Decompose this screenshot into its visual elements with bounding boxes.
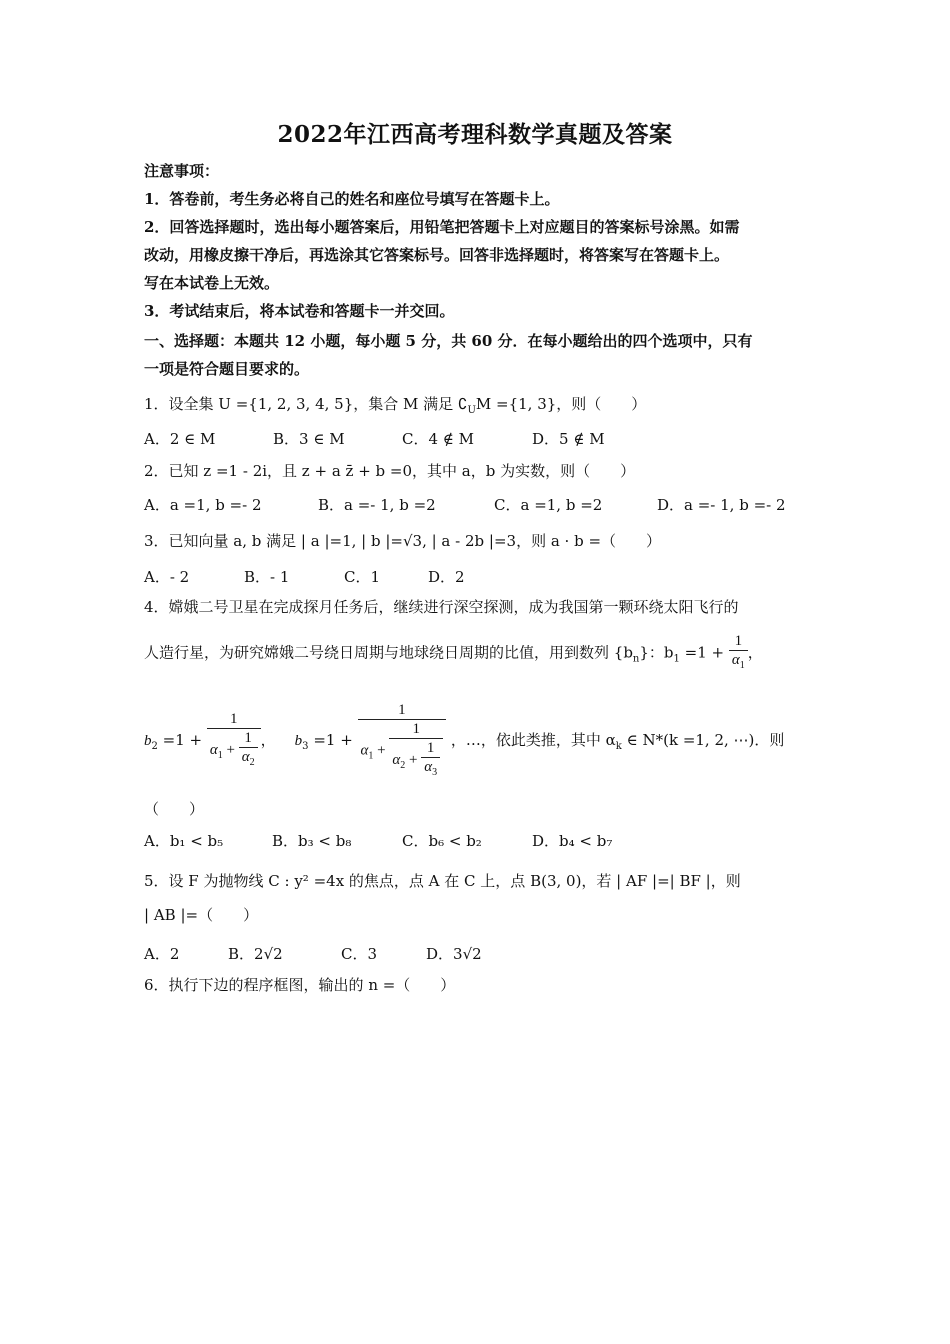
question-5-option-d: D．3√2 [426,945,482,963]
notice-item-3: 3．考试结束后，将本试卷和答题卡一并交回。 [144,302,455,320]
question-5-option-c: C．3 [341,945,378,963]
question-5-line2: | AB |=（ ） [144,906,259,924]
question-1-option-a: A．2 ∈ M [144,430,216,448]
notice-item-2b: 改动，用橡皮擦干净后，再选涂其它答案标号。回答非选择题时，将答案写在答题卡上。 [144,246,730,264]
question-1-option-b: B．3 ∈ M [273,430,345,448]
notice-item-1: 1．答卷前，考生务必将自己的姓名和座位号填写在答题卡上。 [144,190,560,208]
question-4-option-b: B．b₃ < b₈ [272,832,352,850]
question-3-option-d: D．2 [428,568,465,586]
question-4-option-c: C．b₆ < b₂ [402,832,482,850]
question-4-line2: 人造行星，为研究嫦娥二号绕日周期与地球绕日周期的比值，用到数列 $\{b_n\}$：$b_1 =1$ + $\frac{1}{\alpha_1}$ ， [144,632,763,682]
question-3-stem: 3．已知向量 a, b 满足 | a |=1, | b |=√3, | a - 2b |=3，则 a · b =（ ） [144,532,662,550]
b2-inner-fraction: $\frac{1}{\alpha_2}$ [239,729,258,772]
question-2-option-d: D．a =- 1, b =- 2 [657,496,786,514]
question-5-line1: 5．设 F 为抛物线 C : y² =4x 的焦点，点 A 在 C 上，点 B(3, 0)，若 | AF |=| BF |，则 [144,872,741,890]
question-4-line3: $b_2 =1$ + 1 $\alpha_1$ + $\frac{1}{\alpha_2}$ ， $b_3 =1$ + 1 $\alpha_1$ + 1 $\alpha_2$ + $\frac{1}{\alpha_3}$ ，…，依此类推，其中 $\alpha_k$ ∈ N*(k =1, 2, ⋯)．则 [144,700,784,780]
question-3-option-a: A．- 2 [144,568,190,586]
section-heading-line2: 一项是符合题目要求的。 [144,360,310,378]
page-title: 2022年江西高考理科数学真题及答案 [277,121,673,148]
question-2-option-c: C．a =1, b =2 [494,496,603,514]
question-4-answer-paren: （ ） [144,800,205,818]
notice-item-2c: 写在本试卷上无效。 [144,274,280,292]
question-4-option-a: A．b₁ < b₅ [144,832,224,850]
question-3-option-b: B．- 1 [244,568,290,586]
question-5-option-b: B．2√2 [228,945,283,963]
question-1-option-d: D．5 ∉ M [532,430,605,448]
question-1-stem: 1．设全集 U ={1, 2, 3, 4, 5}，集合 M 满足 $∁_UM =\{1$, 3}，则（ ） [144,395,647,416]
b3-fraction: 1 $\alpha_1$ + 1 $\alpha_2$ + $\frac{1}{\alpha_3}$ [358,701,447,782]
notice-heading: 注意事项： [144,162,220,180]
question-6-stem: 6．执行下边的程序框图，输出的 n =（ ） [144,976,456,994]
b2-fraction: 1 $\alpha_1$ + $\frac{1}{\alpha_2}$ [207,710,261,772]
question-1-option-c: C．4 ∉ M [402,430,475,448]
question-2-stem: 2．已知 z =1 - 2i，且 z + a z̄ + b =0，其中 a，b 为实数，则（ ） [144,462,636,480]
question-4-line1: 4．嫦娥二号卫星在完成探月任务后，继续进行深空探测，成为我国第一颗环绕太阳飞行的 [144,598,739,616]
question-4-option-d: D．b₄ < b₇ [532,832,613,850]
question-3-option-c: C．1 [344,568,381,586]
b3-innermost-fraction: $\frac{1}{\alpha_3}$ [421,739,440,782]
question-5-option-a: A．2 [144,945,180,963]
b3-inner-fraction: 1 $\alpha_2$ + $\frac{1}{\alpha_3}$ [389,720,443,782]
b1-fraction: $\frac{1}{\alpha_1}$ [729,632,748,675]
question-2-option-a: A．a =1, b =- 2 [144,496,262,514]
section-heading-line1: 一、选择题：本题共 12 小题，每小题 5 分，共 60 分．在每小题给出的四个选项中，只有 [144,332,753,350]
notice-item-2a: 2．回答选择题时，选出每小题答案后，用铅笔把答题卡上对应题目的答案标号涂黑。如需 [144,218,740,236]
question-2-option-b: B．a =- 1, b =2 [318,496,436,514]
